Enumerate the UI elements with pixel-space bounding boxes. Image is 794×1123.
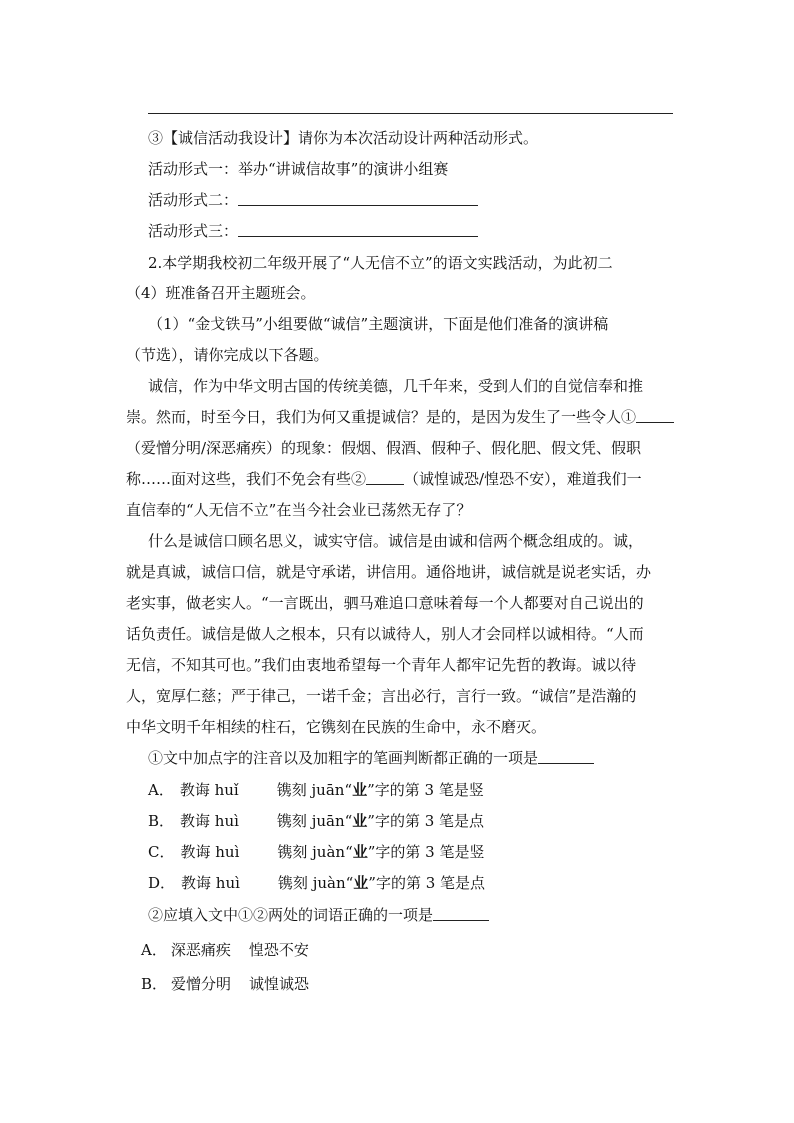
option-rest: ”字的第 3 笔是点 xyxy=(367,812,485,830)
passage-p2-line-6: 人，宽厚仁慈；严于律己，一诺千金；言出必行，言行一致。“诚信”是浩瀚的 xyxy=(126,687,637,705)
option-letter: C． xyxy=(148,843,175,861)
passage-p1-line-4-rest: （诚惶诚恐/惶恐不安），难道我们一 xyxy=(404,470,642,488)
passage-p2-line-1: 什么是诚信口顾名思义，诚实守信。诚信是由诚和信两个概念组成的。诚， xyxy=(148,532,644,550)
blank-2[interactable] xyxy=(366,470,404,485)
q3-form2-blank[interactable] xyxy=(238,191,478,206)
passage-p2-line-7: 中华文明千年相续的柱石，它镌刻在民族的生命中，永不磨灭。 xyxy=(126,718,547,736)
option-rest: ”字的第 3 笔是竖 xyxy=(367,843,485,861)
question2-stem-text: ②应填入文中①②两处的词语正确的一项是 xyxy=(148,906,434,924)
blank-1[interactable] xyxy=(636,408,674,423)
q3-form2 xyxy=(148,190,478,210)
passage-p1-line-5: 直信奉的“人无信不立”在当今社会业已荡然无存了？ xyxy=(126,501,472,519)
option-carve: 镌刻 juān xyxy=(276,781,345,799)
q3-form3 xyxy=(148,221,478,241)
q3-form2-label: 活动形式二： xyxy=(148,191,239,209)
intro-line-2: （4）班准备召开主题班会。 xyxy=(126,284,316,302)
question1-option-b[interactable]: B． 教诲 huì 镌刻 juān“业”字的第 3 笔是点 xyxy=(148,812,485,830)
passage-p1-line-2-text: 崇。然而，时至今日，我们为何又重提诚信？是的，是因为发生了一些令人① xyxy=(126,408,637,426)
option-word: 教诲 huì xyxy=(180,843,240,861)
passage-p1-line-3: （爱憎分明/深恶痛疾）的现象：假烟、假酒、假种子、假化肥、假文凭、假职 xyxy=(126,439,642,457)
option-carve: 镌刻 juàn xyxy=(277,843,346,861)
option-letter: B． xyxy=(148,812,175,830)
passage-p1-line-4-text: 称……面对这些，我们不免会有些② xyxy=(126,470,367,488)
sub1-line-2: （节选），请你完成以下各题。 xyxy=(126,346,329,364)
passage-p1-line-2 xyxy=(126,407,674,427)
sub1-line-1: （1）“金戈铁马”小组要做“诚信”主题演讲，下面是他们准备的演讲稿 xyxy=(148,315,609,333)
question2-answer-blank[interactable] xyxy=(433,906,489,921)
question2-option-a[interactable] xyxy=(141,940,309,960)
option-carve: 镌刻 juàn xyxy=(277,874,346,892)
header-rule xyxy=(148,113,673,114)
q3-title: ③【诚信活动我设计】请你为本次活动设计两种活动形式。 xyxy=(148,129,539,147)
bold-char: 业 xyxy=(352,781,368,799)
passage-p2-line-2: 就是真诚，诚信口信，就是守承诺，讲信用。通俗地讲，诚信就是说老实话，办 xyxy=(126,563,652,581)
passage-p2-line-5: 无信，不知其可也。”我们由衷地希望每一个青年人都牢记先哲的教诲。诚以待 xyxy=(126,656,637,674)
question2-stem xyxy=(148,905,489,925)
question1-answer-blank[interactable] xyxy=(538,749,594,764)
passage-p1-line-4 xyxy=(126,469,642,489)
question2-option-b[interactable] xyxy=(141,974,309,994)
bold-char: 业 xyxy=(353,874,369,892)
passage-p1-line-1: 诚信，作为中华文明古国的传统美德，几千年来，受到人们的自觉信奉和推 xyxy=(148,377,644,395)
option-word-1: 深恶痛疾 xyxy=(170,941,231,959)
intro-line-1: 2.本学期我校初二年级开展了“人无信不立”的语文实践活动，为此初二 xyxy=(148,254,613,272)
question1-option-d[interactable]: D． 教诲 huì 镌刻 juàn“业”字的第 3 笔是点 xyxy=(148,874,486,892)
option-rest: ”字的第 3 笔是点 xyxy=(368,874,486,892)
option-letter: D． xyxy=(148,874,176,892)
question1-stem xyxy=(148,748,594,768)
option-word: 教诲 huǐ xyxy=(179,781,239,799)
question1-stem-text: ①文中加点字的注音以及加粗字的笔画判断都正确的一项是 xyxy=(148,749,539,767)
q3-form1: 活动形式一：举办“讲诚信故事”的演讲小组赛 xyxy=(148,160,449,178)
option-word-1: 爱憎分明 xyxy=(171,975,232,993)
option-letter: B． xyxy=(141,975,168,993)
q3-form3-label: 活动形式三： xyxy=(148,222,239,240)
option-word-2: 诚惶诚恐 xyxy=(249,975,310,993)
bold-char: 业 xyxy=(352,843,368,861)
option-letter: A． xyxy=(148,781,174,799)
option-letter: A． xyxy=(141,941,167,959)
option-word-2: 惶恐不安 xyxy=(248,941,309,959)
passage-p2-line-3: 老实事，做老实人。“一言既出，驷马难追口意味着每一个人都要对自己说出的 xyxy=(126,594,644,612)
question1-option-c[interactable]: C． 教诲 huì 镌刻 juàn“业”字的第 3 笔是竖 xyxy=(148,843,485,861)
bold-char: 业 xyxy=(352,812,368,830)
passage-p2-line-4: 话负责任。诚信是做人之根本，只有以诚待人，别人才会同样以诚相待。“人而 xyxy=(126,625,644,643)
option-word: 教诲 huì xyxy=(181,874,240,892)
option-word: 教诲 huì xyxy=(180,812,239,830)
q3-form3-blank[interactable] xyxy=(238,222,478,237)
question1-option-a[interactable]: A． 教诲 huǐ 镌刻 juān“业”字的第 3 笔是竖 xyxy=(148,781,484,799)
option-rest: ”字的第 3 笔是竖 xyxy=(367,781,484,799)
option-carve: 镌刻 juān xyxy=(276,812,345,830)
